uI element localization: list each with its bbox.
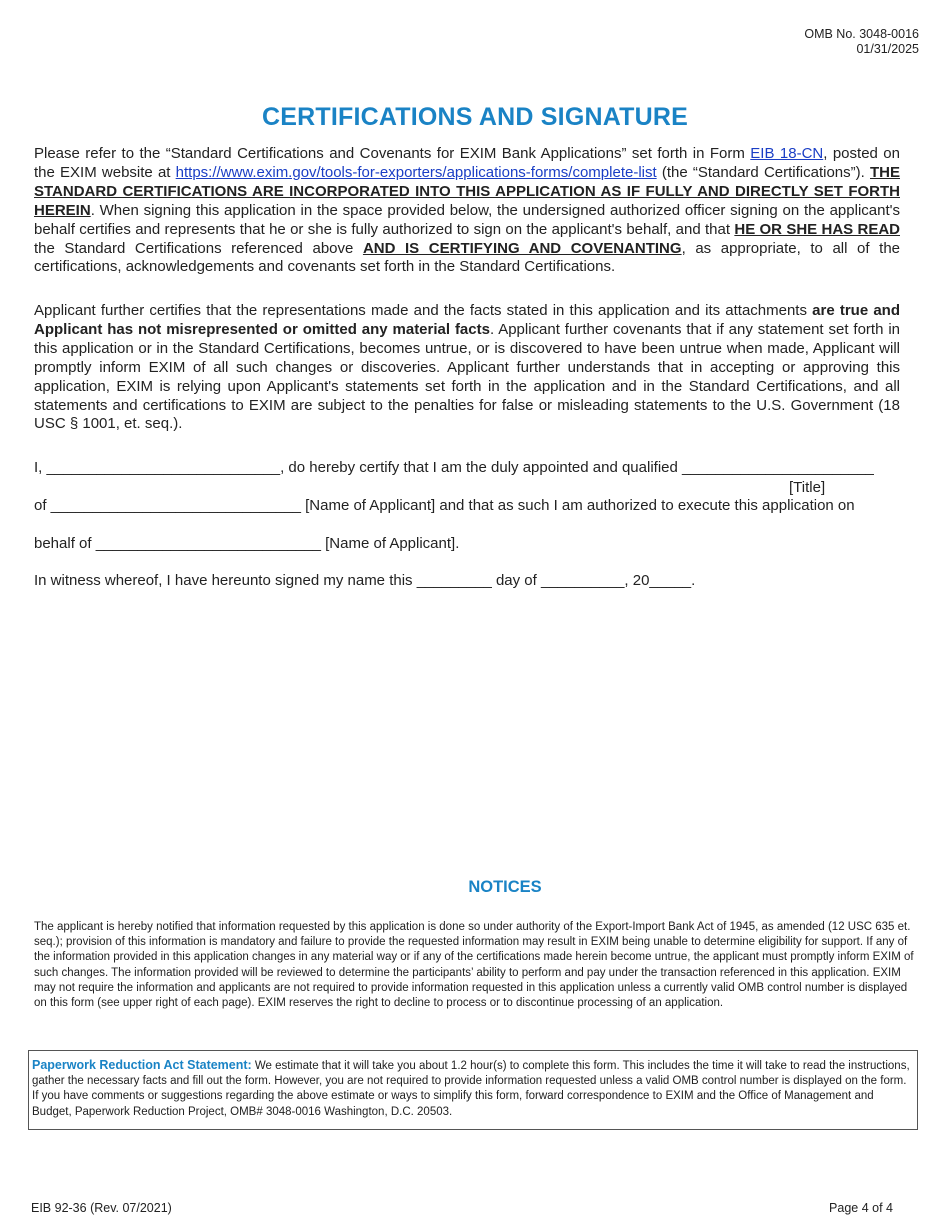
text-segment: , posted on the EXIM website at <box>34 145 900 181</box>
signature-line-applicant[interactable]: of ______________________________ [Name of Applicant] and that as such I am authorized to execute this application on <box>34 497 855 514</box>
has-read-statement: HE OR SHE HAS READ <box>734 220 900 238</box>
signature-line-witness-date[interactable]: In witness whereof, I have hereunto signed my name this _________ day of __________, 20_____. <box>34 572 696 589</box>
paperwork-reduction-text: We estimate that it will take you about 1.2 hour(s) to complete this form. This includes the time it will take to read the instructions, gather the necessary facts and fill out the form. However, you are not required to provide information requested unless a valid OMB control number is displayed on the form. If you have comments or suggestions regarding the above estimate or ways to simplify this form, forward correspondence to EXIM and the Office of Management and Budget, Paperwork Reduction Project, OMB# 3048-0016 Washington, D.C. 20503. <box>32 1060 910 1118</box>
omb-number: OMB No. 3048-0016 <box>804 27 919 41</box>
text-segment: Please refer to the “Standard Certifications and Covenants for EXIM Bank Applications” set forth in Form <box>34 145 751 162</box>
paperwork-reduction-heading: Paperwork Reduction Act Statement: <box>32 1058 252 1072</box>
notices-text: The applicant is hereby notified that information requested by this application is done so under authority of the Export-Import Bank Act of 1945, as amended (12 USC 635 et. seq.); provision of this information is mandatory and failure to provide the requested information may result in EXIM being unable to determine eligibility for support. If any of the information provided in this application changes in any material way or if any of the certifications made herein become untrue, the applicant must promptly inform EXIM of such changes. The information provided will be reviewed to determine the participants’ ability to perform and pay under the transaction referenced in this application. EXIM may not require the information and applicants are not required to provide information requested in this application unless a currently valid OMB control number is displayed on this form (see upper right of each page). EXIM reserves the right to decline to process or to discontinue processing of an application. <box>34 921 914 1010</box>
standard-certifications-paragraph <box>34 145 900 277</box>
incorporation-statement: THE STANDARD CERTIFICATIONS ARE INCORPORATED INTO THIS APPLICATION AS IF FULLY AND DIRECTLY SET FORTH HEREIN <box>34 163 900 219</box>
true-statement-emphasis: are true and Applicant has not misrepresented or omitted any material facts <box>34 302 900 338</box>
omb-expiration-date: 01/31/2025 <box>856 42 919 56</box>
omb-info <box>804 27 919 57</box>
notices-heading: NOTICES <box>468 878 542 896</box>
text-segment: . When signing this application in the space provided below, the undersigned authorized officer signing on the applicant's behalf certifies and represents that he or she is fully authorized to sign on the applicant's behalf, and that <box>34 201 900 238</box>
exim-forms-url-link[interactable]: https://www.exim.gov/tools-for-exporters/applications-forms/complete-list <box>175 163 657 181</box>
signature-line-behalf-of[interactable]: behalf of ___________________________ [Name of Applicant]. <box>34 535 460 552</box>
applicant-certification-paragraph <box>34 302 900 434</box>
certifying-statement: AND IS CERTIFYING AND COVENANTING <box>362 239 682 257</box>
title-label: [Title] <box>789 479 826 496</box>
page-number: Page 4 of 4 <box>829 1201 893 1215</box>
text-segment: , as appropriate, to all of the certifications, acknowledgements and covenants set forth in the Standard Certifications. <box>34 239 901 276</box>
text-segment: (the “Standard Certifications”). <box>656 163 870 181</box>
form-id: EIB 92-36 (Rev. 07/2021) <box>31 1201 172 1215</box>
text-segment: the Standard Certifications referenced above <box>34 239 363 257</box>
paperwork-reduction-box <box>28 1050 918 1130</box>
form-eib-18-cn-link[interactable]: EIB 18-CN <box>750 145 824 162</box>
text-segment: Applicant further certifies that the representations made and the facts stated in this application and its attachments <box>34 302 813 319</box>
page-title: CERTIFICATIONS AND SIGNATURE <box>262 103 688 131</box>
signature-line-name-title[interactable]: I, ____________________________, do hereby certify that I am the duly appointed and qualified _______________________ <box>34 459 874 476</box>
text-segment: . Applicant further covenants that if any statement set forth in this application or in the Standard Certifications, becomes untrue, or is discovered to have been untrue when made, Applicant will promptly inform EXIM of all such changes or discoveries. Applicant further understands that in accepting or approving this application, EXIM is relying upon Applicant's statements set forth in the application and in the Standard Certifications, and all statements and certifications to EXIM are subject to the penalties for false or misleading statements to the U.S. Government (18 USC § 1001, et. seq.). <box>34 320 900 433</box>
